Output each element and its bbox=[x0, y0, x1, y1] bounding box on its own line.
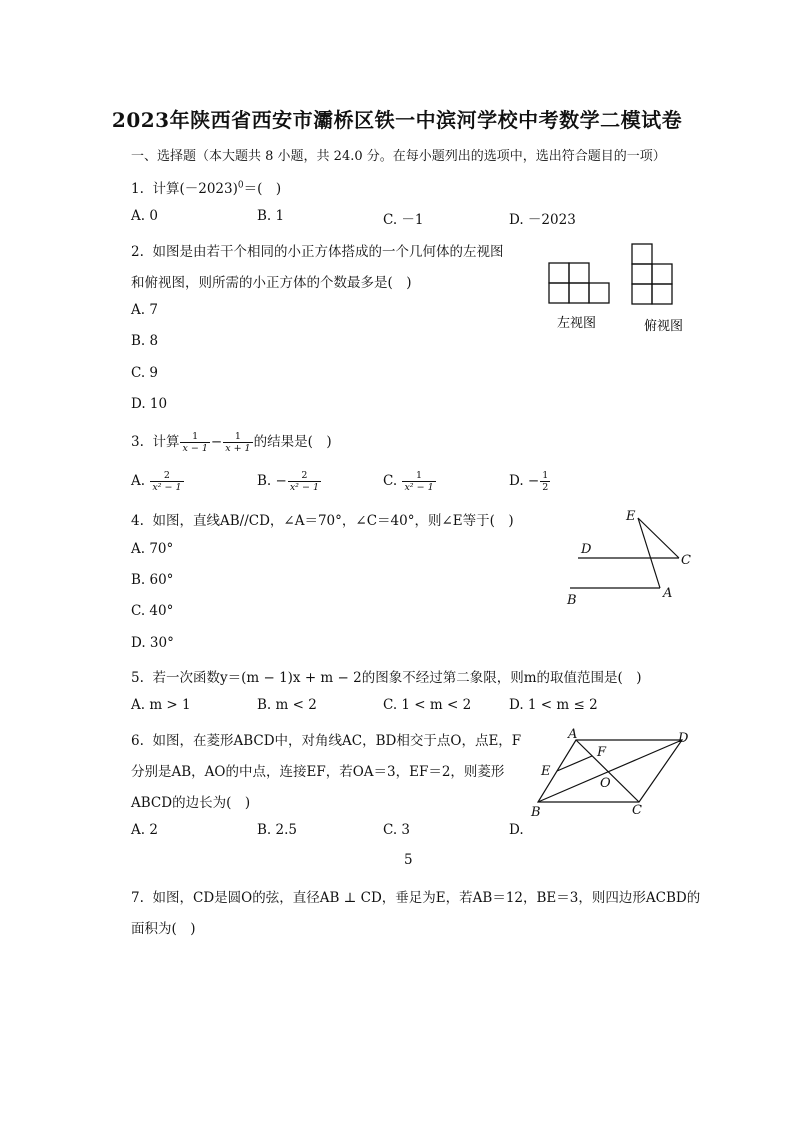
question-text-end: ＝( ) bbox=[243, 181, 282, 197]
q1-option-c[interactable]: C. －1 bbox=[383, 212, 424, 228]
q2-option-a[interactable]: A. 7 bbox=[131, 302, 158, 318]
question-number: 6. bbox=[131, 733, 144, 749]
q2-cube-views-figure bbox=[548, 243, 693, 338]
label-c: C bbox=[632, 803, 642, 818]
question-text-end: 的结果是( ) bbox=[253, 434, 332, 450]
diagonal-ac bbox=[576, 740, 639, 802]
top-view-caption: 俯视图 bbox=[644, 319, 684, 334]
question-4 bbox=[131, 509, 514, 529]
question-text: 计算(－2023) bbox=[152, 181, 238, 197]
q6-option-a[interactable]: A. 2 bbox=[131, 822, 158, 838]
question-text: 若一次函数y＝(m − 1)x + m − 2的图象不经过第二象限，则m的取值范围是( ) bbox=[152, 670, 642, 686]
section-heading: 一、选择题（本大题共 8 小题，共 24.0 分。在每小题列出的选项中，选出符合题目的一项） bbox=[131, 149, 666, 164]
q3-option-c[interactable]: C. $\frac{1}{\text{x² − 1}}$ bbox=[383, 470, 434, 493]
q5-option-d[interactable]: D. 1 < m ≤ 2 bbox=[509, 697, 598, 713]
q4-option-c[interactable]: C. 40° bbox=[131, 603, 174, 619]
q6-rhombus-figure bbox=[530, 725, 695, 820]
label-a: A bbox=[663, 586, 673, 601]
q6-option-d-value: 5 bbox=[404, 852, 413, 868]
question-number: 3. bbox=[131, 434, 144, 450]
question-7-line2: 面积为( ) bbox=[131, 921, 196, 937]
label-o: O bbox=[600, 776, 611, 791]
question-text: 如图是由若干个相同的小正方体搭成的一个几何体的左视图 bbox=[152, 244, 504, 260]
q1-option-a[interactable]: A. 0 bbox=[131, 208, 158, 224]
q6-option-b[interactable]: B. 2.5 bbox=[257, 822, 297, 838]
q2-option-b[interactable]: B. 8 bbox=[131, 333, 159, 349]
left-view-caption: 左视图 bbox=[557, 316, 597, 331]
label-d: D bbox=[678, 731, 689, 746]
label-b: B bbox=[567, 593, 577, 608]
q4-option-a[interactable]: A. 70° bbox=[131, 541, 174, 557]
q4-option-b[interactable]: B. 60° bbox=[131, 572, 174, 588]
question-text: 如图，CD是圆O的弦，直径AB ⊥ CD，垂足为E，若AB＝12，BE＝3，则四边形ACBD的 bbox=[152, 890, 701, 906]
q6-option-c[interactable]: C. 3 bbox=[383, 822, 411, 838]
q3-option-d[interactable]: D. − $\frac{1}{2}$ bbox=[509, 470, 549, 493]
question-2 bbox=[131, 240, 503, 260]
exponent: 0 bbox=[237, 180, 244, 191]
question-number: 4. bbox=[131, 513, 144, 529]
question-text: 计算 bbox=[152, 434, 180, 450]
label-c: C bbox=[681, 553, 691, 568]
question-text: 如图，直线AB//CD，∠A＝70°，∠C＝40°，则∠E等于( ) bbox=[152, 513, 514, 529]
question-3: 3. 计算 $\frac{1}{x - 1}$ − $\frac{1}{x + 1}$ 的结果是( ) bbox=[131, 431, 332, 454]
label-d: D bbox=[581, 542, 592, 557]
q2-option-d[interactable]: D. 10 bbox=[131, 396, 168, 412]
question-5 bbox=[131, 666, 642, 686]
left-view-grid bbox=[549, 263, 609, 303]
q4-parallel-lines-figure bbox=[565, 505, 695, 610]
q5-option-c[interactable]: C. 1 < m < 2 bbox=[383, 697, 472, 713]
question-7 bbox=[131, 886, 700, 906]
question-number: 1. bbox=[131, 181, 144, 197]
question-2-line2: 和俯视图，则所需的小正方体的个数最多是( ) bbox=[131, 275, 412, 291]
q3-option-a[interactable]: A. $\frac{2}{\text{x² − 1}}$ bbox=[131, 470, 182, 493]
fraction-1: $\frac{1}{x - 1}$ bbox=[182, 431, 208, 454]
top-view-grid bbox=[632, 244, 672, 304]
label-a: A bbox=[568, 727, 578, 742]
question-6-line2: 分别是AB，AO的中点，连接EF，若OA＝3，EF＝2，则菱形 bbox=[131, 764, 505, 780]
q2-option-c[interactable]: C. 9 bbox=[131, 365, 159, 381]
q1-option-d[interactable]: D. －2023 bbox=[509, 212, 576, 228]
question-number: 7. bbox=[131, 890, 144, 906]
q5-option-b[interactable]: B. m < 2 bbox=[257, 697, 317, 713]
q4-option-d[interactable]: D. 30° bbox=[131, 635, 174, 651]
q1-option-b[interactable]: B. 1 bbox=[257, 208, 285, 224]
question-6-line3: ABCD的边长为( ) bbox=[131, 795, 251, 811]
q3-option-b[interactable]: B. − $\frac{2}{\text{x² − 1}}$ bbox=[257, 470, 320, 493]
question-1 bbox=[131, 177, 281, 197]
question-number: 5. bbox=[131, 670, 144, 686]
question-text: 如图，在菱形ABCD中，对角线AC，BD相交于点O，点E，F bbox=[152, 733, 522, 749]
page-title: 2023年陕西省西安市灞桥区铁一中滨河学校中考数学二模试卷 bbox=[111, 108, 683, 132]
fraction-2: $\frac{1}{x + 1}$ bbox=[225, 431, 251, 454]
question-number: 2. bbox=[131, 244, 144, 260]
label-f: F bbox=[597, 745, 607, 760]
question-6 bbox=[131, 729, 521, 749]
label-e: E bbox=[626, 509, 636, 524]
q6-option-d[interactable]: D. bbox=[509, 822, 524, 838]
label-e: E bbox=[541, 764, 551, 779]
label-b: B bbox=[531, 805, 541, 820]
q5-option-a[interactable]: A. m > 1 bbox=[131, 697, 191, 713]
